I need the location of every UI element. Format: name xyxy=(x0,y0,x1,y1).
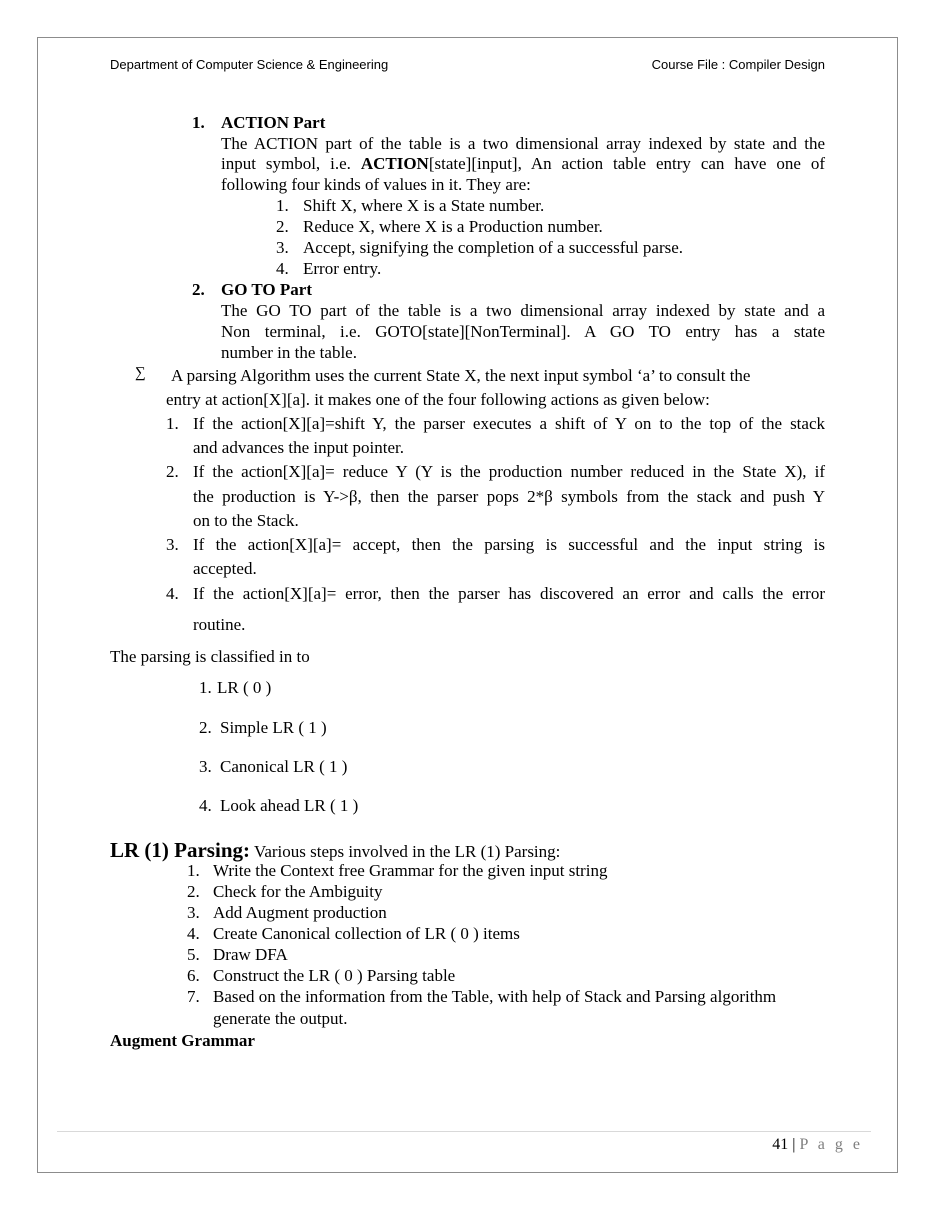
algorithm-step-number: 2. xyxy=(166,462,179,481)
footer-divider xyxy=(57,1131,871,1132)
goto-part-line3: number in the table. xyxy=(221,343,357,362)
goto-part-line1: The GO TO part of the table is a two dimensional array indexed by state and a xyxy=(221,301,825,320)
algorithm-step-text: routine. xyxy=(193,615,246,634)
classification-number: 2. xyxy=(199,718,212,737)
classification-number: 1. xyxy=(199,678,212,697)
algorithm-line2: entry at action[X][a]. it makes one of the four following actions as given below: xyxy=(166,390,710,409)
goto-part-number: 2. xyxy=(192,280,205,299)
page-number: 41 xyxy=(772,1136,789,1153)
lr1-subtitle: Various steps involved in the LR (1) Parsing: xyxy=(250,842,561,861)
algorithm-step-number: 1. xyxy=(166,414,179,433)
action-item-number: 4. xyxy=(276,259,289,278)
action-item-text: Accept, signifying the completion of a successful parse. xyxy=(303,238,684,257)
classification-number: 3. xyxy=(199,757,212,776)
lr1-step-text: Write the Context free Grammar for the given input string xyxy=(213,861,608,880)
lr1-step-number: 2. xyxy=(187,882,200,901)
lr1-step-text: Check for the Ambiguity xyxy=(213,882,383,901)
classification-intro: The parsing is classified in to xyxy=(110,647,310,666)
classification-item: Look ahead LR ( 1 ) xyxy=(220,796,359,815)
algorithm-line1: A parsing Algorithm uses the current State X, the next input symbol ‘a’ to consult the xyxy=(171,366,751,385)
action-item-number: 1. xyxy=(276,196,289,215)
page-footer xyxy=(772,1136,863,1154)
action-item-number: 2. xyxy=(276,217,289,236)
action-part-line1: The ACTION part of the table is a two dimensional array indexed by state and the xyxy=(221,134,825,153)
action-item-number: 3. xyxy=(276,238,289,257)
action-part-number: 1. xyxy=(192,113,205,132)
augment-grammar-heading: Augment Grammar xyxy=(110,1031,255,1050)
lr1-step-number: 3. xyxy=(187,903,200,922)
lr1-step-text: Draw DFA xyxy=(213,945,288,964)
algorithm-step-text: the production is Y->β, then the parser pops 2*β symbols from the stack and push Y xyxy=(193,487,825,506)
action-item-text: Error entry. xyxy=(303,259,382,278)
lr1-step-number: 4. xyxy=(187,924,200,943)
goto-part-title: GO TO Part xyxy=(221,280,312,299)
algorithm-step-text: If the action[X][a]= reduce Y (Y is the production number reduced in the State X), if xyxy=(193,462,825,481)
classification-item: Canonical LR ( 1 ) xyxy=(220,757,348,776)
algorithm-step-text: accepted. xyxy=(193,559,257,578)
action-part-line3: following four kinds of values in it. They are: xyxy=(221,175,531,194)
algorithm-step-text: on to the Stack. xyxy=(193,511,299,530)
action-item-text: Shift X, where X is a State number. xyxy=(303,196,545,215)
algorithm-step-number: 3. xyxy=(166,535,179,554)
lr1-step-text: Create Canonical collection of LR ( 0 ) items xyxy=(213,924,520,943)
header-department: Department of Computer Science & Engineering xyxy=(110,57,389,72)
lr1-step-number: 5. xyxy=(187,945,200,964)
lr1-step-text: Construct the LR ( 0 ) Parsing table xyxy=(213,966,456,985)
algorithm-step-text: If the action[X][a]=shift Y, the parser executes a shift of Y on to the top of the stack xyxy=(193,414,825,433)
page-label: P a g e xyxy=(799,1136,863,1153)
footer-separator: | xyxy=(792,1136,796,1153)
sigma-bullet: ∑ xyxy=(135,365,146,381)
lr1-step-number: 1. xyxy=(187,861,200,880)
algorithm-step-text: If the action[X][a]= error, then the parser has discovered an error and calls the error xyxy=(193,584,825,603)
action-item-text: Reduce X, where X is a Production number. xyxy=(303,217,603,236)
action-part-line2: input symbol, i.e. ACTION[state][input], An action table entry can have one of xyxy=(221,154,826,173)
algorithm-step-text: and advances the input pointer. xyxy=(193,438,405,457)
lr1-heading: LR (1) Parsing: xyxy=(110,838,250,862)
lr1-step-text: Based on the information from the Table, with help of Stack and Parsing algorithm xyxy=(213,987,777,1006)
algorithm-step-text: If the action[X][a]= accept, then the parsing is successful and the input string is xyxy=(193,535,825,554)
classification-item: LR ( 0 ) xyxy=(217,678,272,697)
action-part-title: ACTION Part xyxy=(221,113,326,132)
algorithm-step-number: 4. xyxy=(166,584,179,603)
header-course: Course File : Compiler Design xyxy=(651,57,825,72)
lr1-step-text: Add Augment production xyxy=(213,903,387,922)
lr1-step-text: generate the output. xyxy=(213,1009,348,1028)
classification-item: Simple LR ( 1 ) xyxy=(220,718,327,737)
lr1-step-number: 6. xyxy=(187,966,200,985)
classification-number: 4. xyxy=(199,796,212,815)
lr1-step-number: 7. xyxy=(187,987,200,1006)
goto-part-line2: Non terminal, i.e. GOTO[state][NonTerminal]. A GO TO entry has a state xyxy=(221,322,825,341)
